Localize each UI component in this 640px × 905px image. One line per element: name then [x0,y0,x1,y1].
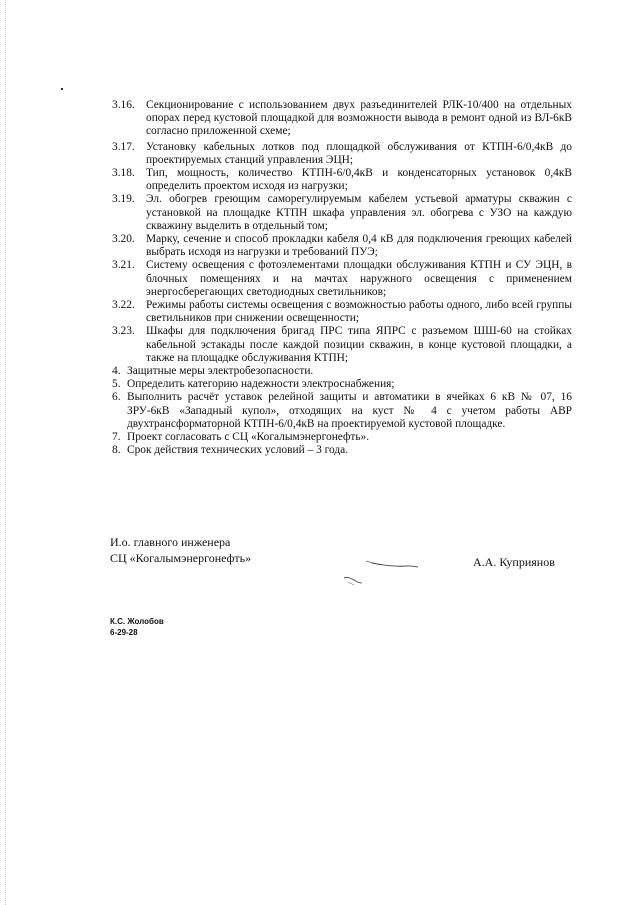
list-item-4 [112,365,572,378]
executor-name: К.С. Жолобов [110,617,164,626]
item-number: 7. [112,431,121,444]
item-text: Режимы работы системы освещения с возможностью работы одного, либо всей группы светильников при снижении освещенности; [146,299,572,325]
list-item-3-22 [112,299,572,325]
document-footer [110,616,164,638]
item-number: 4. [112,365,121,378]
list-item-7 [112,431,572,444]
item-text: Тип, мощность, количество КТПН-6/0,4кВ и конденсаторных установок 0,4кВ определить проектом исходя из нагрузки; [146,167,572,193]
requirements-list [112,99,572,457]
position-title: И.о. главного инженера [110,535,231,549]
item-text: Проект согласовать с СЦ «Когалымэнергонефть». [127,431,370,444]
item-text: Секционирование с использованием двух разъединителей РЛК-10/400 на отдельных опорах перед кустовой площадкой для возможности вывода в ремонт одной из ВЛ-6кВ согласно приложенной схеме; [146,99,572,138]
list-item-3-17 [112,141,572,167]
list-item-6 [112,391,572,431]
item-number: 3.23. [112,325,135,338]
item-number: 3.20. [112,233,135,246]
item-number: 8. [112,444,121,457]
item-text: Срок действия технических условий – 3 года. [127,444,349,457]
item-number: 3.22. [112,299,135,312]
list-item-3-19 [112,193,572,233]
signatory-position [110,534,251,566]
item-text: Определить категорию надежности электроснабжения; [127,378,395,391]
item-text: Шкафы для подключения бригад ПРС типа ЯПРС с разъемом ШШ-60 на стойках кабельной эстакады после каждой позиции скважин, в конце кустовой площадки, а также на площадке обслуживания КТПН; [146,325,572,364]
item-number: 3.18. [112,167,135,180]
list-item-3-21 [112,259,572,299]
list-item-3-20 [112,233,572,259]
item-number: 3.16. [112,99,135,111]
item-number: 3.21. [112,259,135,272]
signatory-name: А.А. Куприянов [473,555,555,569]
executor-phone: 6-29-28 [110,628,138,637]
list-item-8 [112,444,572,457]
list-item-3-16 [112,99,572,139]
item-number: 5. [112,378,121,391]
item-text: Систему освещения с фотоэлементами площадки обслуживания КТПН и СУ ЭЦН, в блочных помещениях и на мачтах наружного освещения с применением энергосберегающих светодиодных светильников; [146,259,572,298]
item-text: Эл. обогрев греющим саморегулируемым кабелем устьевой арматуры скважин с установкой на площадке КТПН шкафа управления эл. обогрева с УЗО на каждую скважину выделить в отдельный том; [146,193,572,232]
item-text: Установку кабельных лотков под площадкой обслуживания от КТПН-6/0,4кВ до проектируемых станций управления ЭЦН; [146,140,572,166]
item-number: 3.19. [112,193,135,206]
organization-name: СЦ «Когалымэнергонефть» [110,551,252,565]
list-item-3-23 [112,325,572,365]
item-text: Защитные меры электробезопасности. [127,365,314,378]
item-text: Выполнить расчёт уставок релейной защиты и автоматики в ячейках 6 кВ № 07, 16 ЗРУ-6кВ «Западный купол», отходящих на куст № 4 с учетом работы АВР двухтрансформаторной КТПН-6/0,4кВ на проектируемой кустовой площадке. [127,391,572,430]
scan-edge-line [5,0,6,905]
item-text: Марку, сечение и способ прокладки кабеля 0,4 кВ для подключения греющих кабелей выбрать исходя из нагрузки и требований ПУЭ; [146,233,572,259]
list-item-5 [112,378,572,391]
list-item-3-18 [112,167,572,193]
scan-speck [61,88,63,90]
item-number: 6. [112,391,121,404]
handwritten-signature [338,552,428,592]
item-number: 3.17. [112,140,135,153]
